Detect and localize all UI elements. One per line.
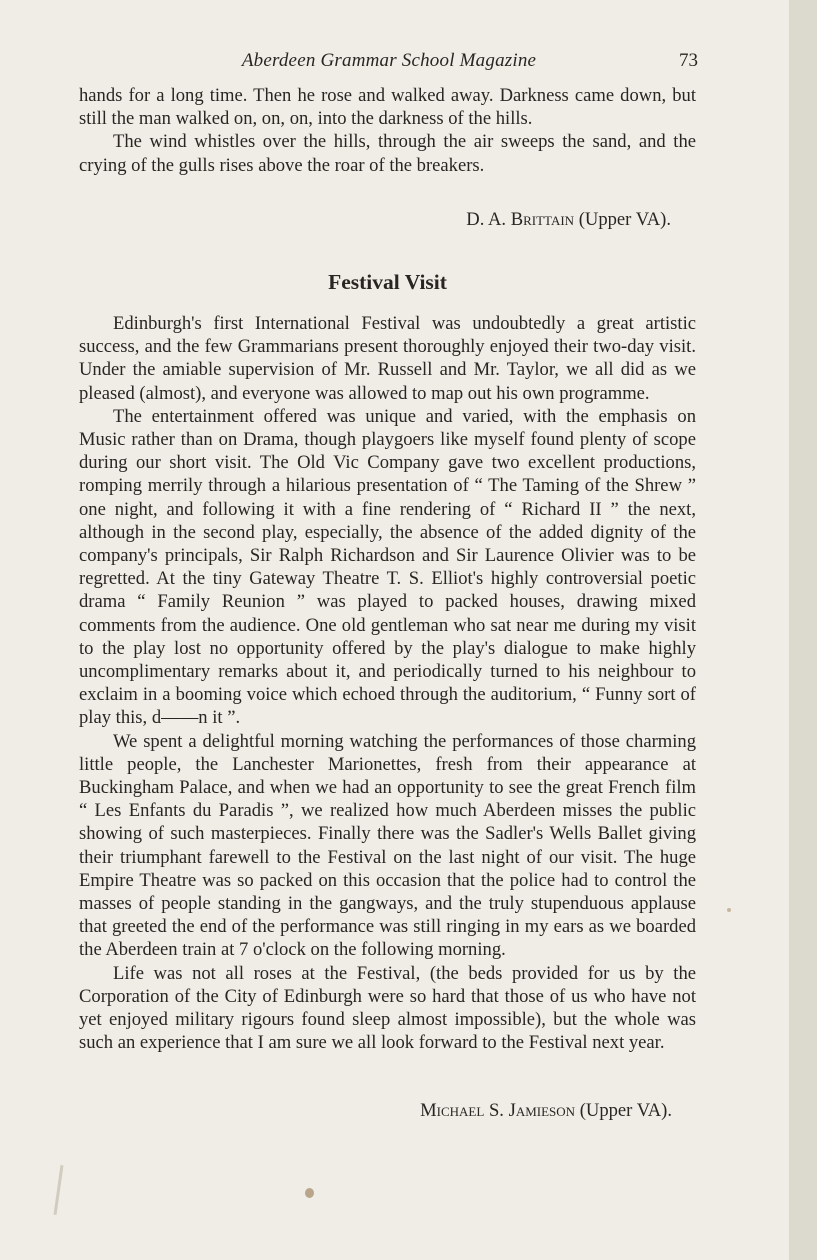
previous-article-byline (466, 209, 671, 231)
paper-mark (54, 1165, 64, 1215)
page-number: 73 (679, 50, 698, 71)
paper-speck (305, 1188, 314, 1198)
paragraph: The wind whistles over the hills, through the air sweeps the sand, and the crying of the gulls rises above the roar of the breakers. (79, 131, 696, 176)
paragraph: We spent a delightful morning watching the performances of those charming little people, the Lanchester Marionettes, fresh from their appearance at Buckingham Palace, and when we had an opportunity to see the great French film “ Les Enfants du Paradis ”, we realized how much Aberdeen misses the public showing of such masterpieces. Finally there was the Sadler's Wells Ballet giving their triumphant farewell to the Festival on the last night of our visit. The huge Empire Theatre was so packed on this occasion that the police had to control the masses of people standing in the gangways, and the truly stupenduous applause that greeted the end of the performance was still ringing in my ears as we boarded the Aberdeen train at 7 o'clock on the following morning. (79, 730, 696, 961)
author-name: Michael S. Jamieson (420, 1100, 576, 1121)
article-body (79, 312, 696, 1055)
previous-article-text (79, 84, 696, 177)
running-head (80, 50, 698, 76)
author-class: (Upper VA). (578, 209, 671, 230)
paper-speck (727, 908, 731, 912)
article-byline (420, 1100, 672, 1122)
paragraph: Life was not all roses at the Festival, (the beds provided for us by the Corporation of the City of Edinburgh were so hard that those of us who have not yet enjoyed military rigours found sleep almost impossible), but the whole was such an experience that I am sure we all look forward to the Festival next year. (79, 962, 696, 1054)
paragraph: The entertainment offered was unique and varied, with the emphasis on Music rather than on Drama, though playgoers like myself found plenty of scope during our short visit. The Old Vic Company gave two excellent productions, romping merrily through a hilarious presentation of “ The Taming of the Shrew ” one night, and following it with a fine rendering of “ Richard II ” the next, although in the second play, especially, the absence of the added dignity of the company's principals, Sir Ralph Richardson and Sir Laurence Olivier was to be regretted. At the tiny Gateway Theatre T. S. Elliot's highly controversial poetic drama “ Family Reunion ” was played to packed houses, drawing mixed comments from the audience. One old gentleman who sat near me during my visit to the play lost no opportunity offered by the play's dialogue to make highly uncomplimentary remarks about it, and periodically turned to his neighbour to exclaim in a booming voice which echoed through the auditorium, “ Funny sort of play this, d——n it ”. (79, 405, 696, 729)
author-name: D. A. Brittain (466, 209, 575, 230)
author-class: (Upper VA). (579, 1100, 672, 1121)
article-title: Festival Visit (328, 270, 447, 294)
magazine-title: Aberdeen Grammar School Magazine (241, 50, 537, 71)
page-edge (789, 0, 817, 1260)
paragraph: Edinburgh's first International Festival was undoubtedly a great artistic success, and the few Grammarians present thoroughly enjoyed their two-day visit. Under the amiable supervision of Mr. Russell and Mr. Taylor, we all did as we pleased (almost), and everyone was allowed to map out his own programme. (79, 313, 696, 404)
paragraph: hands for a long time. Then he rose and walked away. Darkness came down, but still the man walked on, on, on, into the darkness of the hills. (79, 85, 696, 130)
